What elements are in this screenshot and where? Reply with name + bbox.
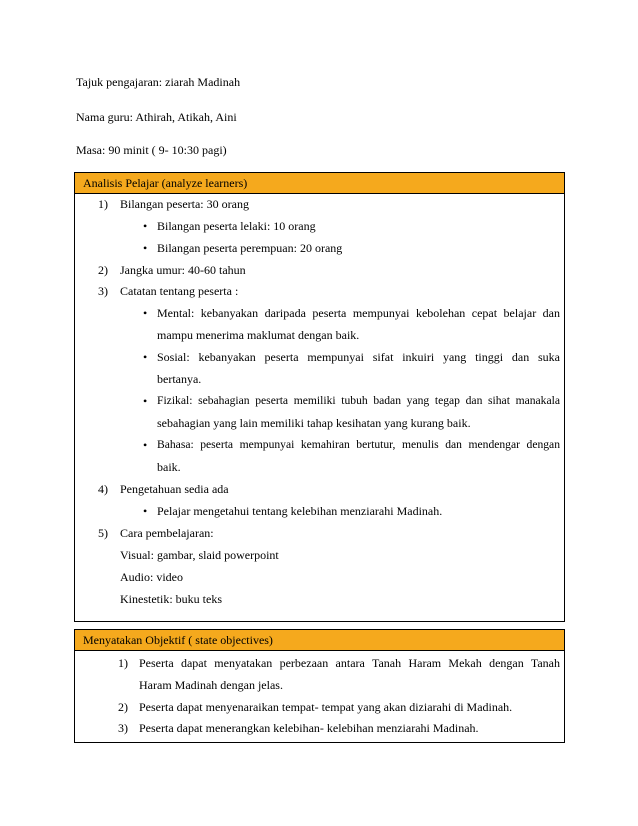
objective-text: Peserta dapat menerangkan kelebihan- kelebihan menziarahi Madinah. <box>139 721 479 735</box>
item-number: 2) <box>98 263 108 277</box>
item-text: Jangka umur: 40-60 tahun <box>120 263 246 277</box>
lesson-title: Tajuk pengajaran: ziarah Madinah <box>76 75 241 89</box>
bullet-text: Mental: kebanyakan daripada peserta mempunyai kebolehan cepat belajar dan <box>157 306 560 320</box>
learner-analysis-header: Analisis Pelajar (analyze learners) <box>75 173 564 194</box>
item-number: 5) <box>98 526 108 540</box>
objective-number: 2) <box>118 700 128 714</box>
bullet-icon: • <box>143 504 148 518</box>
bullet-text: Pelajar mengetahui tentang kelebihan menziarahi Madinah. <box>157 504 443 518</box>
bullet-text-cont: baik. <box>157 460 181 474</box>
bullet-text: Bilangan peserta lelaki: 10 orang <box>157 219 316 233</box>
bullet-text-cont: bertanya. <box>157 372 202 386</box>
objective-text-cont: Haram Madinah dengan jelas. <box>139 678 283 692</box>
objectives-table <box>74 629 565 743</box>
item-number: 3) <box>98 284 108 298</box>
item-text: Pengetahuan sedia ada <box>120 482 229 496</box>
bullet-icon: • <box>143 219 148 233</box>
objective-number: 1) <box>118 656 128 670</box>
bullet-text-cont: mampu menerima maklumat dengan baik. <box>157 328 360 342</box>
objective-number: 3) <box>118 721 128 735</box>
learning-audio: Audio: video <box>120 570 183 584</box>
bullet-text: Bahasa: peserta mempunyai kemahiran bertutur, menulis dan mendengar dengan <box>157 438 560 451</box>
bullet-icon: • <box>143 438 148 452</box>
bullet-icon: • <box>143 394 148 408</box>
bullet-text-cont: sebahagian yang lain memiliki tahap kesihatan yang kurang baik. <box>157 416 471 430</box>
item-text: Bilangan peserta: 30 orang <box>120 197 249 211</box>
item-text: Cara pembelajaran: <box>120 526 214 540</box>
learning-kinesthetic: Kinestetik: buku teks <box>120 592 222 606</box>
bullet-icon: • <box>143 306 148 320</box>
objective-text: Peserta dapat menyatakan perbezaan antara Tanah Haram Mekah dengan Tanah <box>139 656 560 670</box>
objectives-header: Menyatakan Objektif ( state objectives) <box>75 630 564 651</box>
item-text: Catatan tentang peserta : <box>120 284 239 298</box>
bullet-icon: • <box>143 350 148 364</box>
bullet-text: Fizikal: sebahagian peserta memiliki tubuh badan yang tegap dan sihat manakala <box>157 394 560 407</box>
item-number: 1) <box>98 197 108 211</box>
lesson-duration: Masa: 90 minit ( 9- 10:30 pagi) <box>76 143 227 157</box>
learner-analysis-table <box>74 172 565 622</box>
item-number: 4) <box>98 482 108 496</box>
learning-visual: Visual: gambar, slaid powerpoint <box>120 548 279 562</box>
bullet-text: Bilangan peserta perempuan: 20 orang <box>157 241 343 255</box>
bullet-text: Sosial: kebanyakan peserta mempunyai sifat inkuiri yang tinggi dan suka <box>157 350 560 364</box>
bullet-icon: • <box>143 241 148 255</box>
teacher-names: Nama guru: Athirah, Atikah, Aini <box>76 110 237 124</box>
objective-text: Peserta dapat menyenaraikan tempat- tempat yang akan diziarahi di Madinah. <box>139 700 513 714</box>
